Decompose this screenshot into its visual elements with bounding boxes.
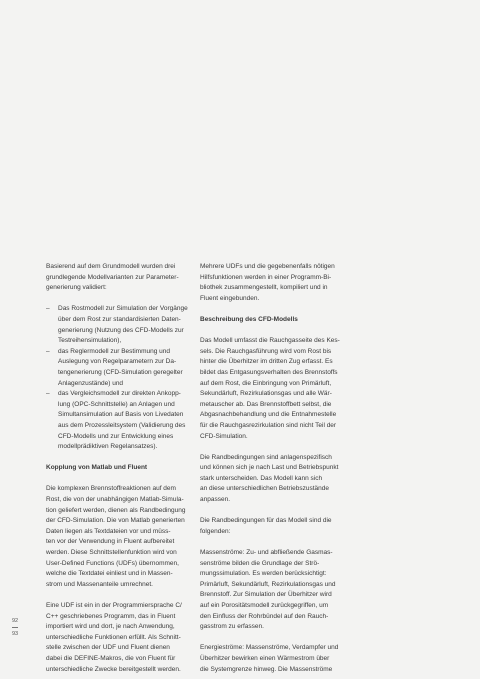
list-item: – das Vergleichsmodell zur direkten Ankopp- lung (OPC-Schnittstelle) an Anlagen und Simultansimulation auf Basis von Livedaten aus dem Prozessleitsystem (Validierung des CFD-Modells und zur Entwicklung eines modellprädiktiven Regelansatzes). xyxy=(46,390,186,451)
section-heading: Beschreibung des CFD-Modells xyxy=(200,315,298,323)
list-item: – das Reglermodell zur Bestimmung und Auslegung von Regelparametern zur Da- tengenerierung (CFD-Simulation geregelter Anlagenzustände) und xyxy=(46,347,183,387)
bullet-dash: – xyxy=(46,305,50,313)
body-paragraph: Das Modell umfasst die Rauchgasseite des Kes- sels. Die Rauchgasführung wird vom Rost bis hinter die Überhitzer im dritten Zug erfasst. Es bildet das Entgasungsverhalten des Brennstoffs auf dem Rost, die Einbringung von Primärluft, Sekundärluft, Rezirkulationsgas und alle Wär- metauscher ab. Das Brennstoffbett selbst, die Abgasnachbehandlung und die Entnahmestelle für die Rauchgasrezirkulation sind nicht Teil der CFD-Simulation. xyxy=(200,337,340,440)
body-paragraph: Die Randbedingungen für das Modell sind die folgenden: xyxy=(200,517,332,535)
page-number-divider xyxy=(12,627,18,628)
page-number-right: 93 xyxy=(12,631,19,637)
body-paragraph: Energieströme: Massenströme, Verdampfer und Überhitzer bewirken einen Wärmestrom über die Systemgrenze hinweg. Die Massenströme xyxy=(200,644,339,673)
right-column xyxy=(200,262,352,675)
intro-paragraph: Basierend auf dem Grundmodell wurden drei grundlegende Modellvarianten zur Parameter- generierung validiert: xyxy=(46,263,179,292)
bullet-dash: – xyxy=(46,390,50,398)
page-numbers xyxy=(12,617,18,638)
body-paragraph: Die Randbedingungen sind anlagenspezifisch und können sich je nach Last und Betriebspunkt stark unterscheiden. Das Modell kann sich an diese unterschiedlichen Betriebszustände anpassen. xyxy=(200,453,339,504)
body-paragraph: Eine UDF ist ein in der Programmiersprache C/ C++ geschriebenes Programm, das in Fluent importiert wird und dort, je nach Anwendung, unterschiedliche Funktionen erfüllt. Als Schnitt- stelle zwischen der UDF und Fluent dienen dabei die DEFINE-Makros, die von Fluent für unterschiedliche Zwecke bereitgestellt werden. xyxy=(46,602,182,673)
list-item: – Das Rostmodell zur Simulation der Vorgänge über dem Rost zur standardisierten Daten- generierung (Nutzung des CFD-Modells zur Testreihensimulation), xyxy=(46,305,188,345)
variant-list xyxy=(46,304,196,452)
bullet-dash: – xyxy=(46,347,50,355)
body-paragraph: Mehrere UDFs und die gegebenenfalls nötigen Hilfsfunktionen werden in einer Programm-Bi- bliothek zusammengestellt, kompiliert und in Fluent eingebunden. xyxy=(200,263,335,302)
left-column xyxy=(46,262,196,675)
body-paragraph: Die komplexen Brennstoffreaktionen auf dem Rost, die von der unabhängigen Matlab-Simula- tion geliefert werden, dienen als Randbedingung der CFD-Simulation. Die von Matlab generierten Daten liegen als Textdateien vor und müss- ten vor der Verwendung in Fluent aufbereitet werden. Diese Schnittstellenfunktion wird von User-Defined Functions (UDFs) übernommen, welche die Textdatei einliest und in Massen- strom und Massenanteile umrechnet. xyxy=(46,485,186,588)
section-heading: Kopplung von Matlab und Fluent xyxy=(46,464,148,472)
body-paragraph: Massenströme: Zu- und abfließende Gasmas- senströme bilden die Grundlage der Strö- mungssimulation. Es werden berücksichtigt: Primärluft, Sekundärluft, Rezirkulationsgas und Brennstoff. Zur Simulation der Überhitzer wird auf ein Porositätsmodell zurückgegriffen, um den Einfluss der Rohrbündel auf den Rauch- gasstrom zu erfassen. xyxy=(200,549,336,631)
page-number-left: 92 xyxy=(12,618,19,624)
